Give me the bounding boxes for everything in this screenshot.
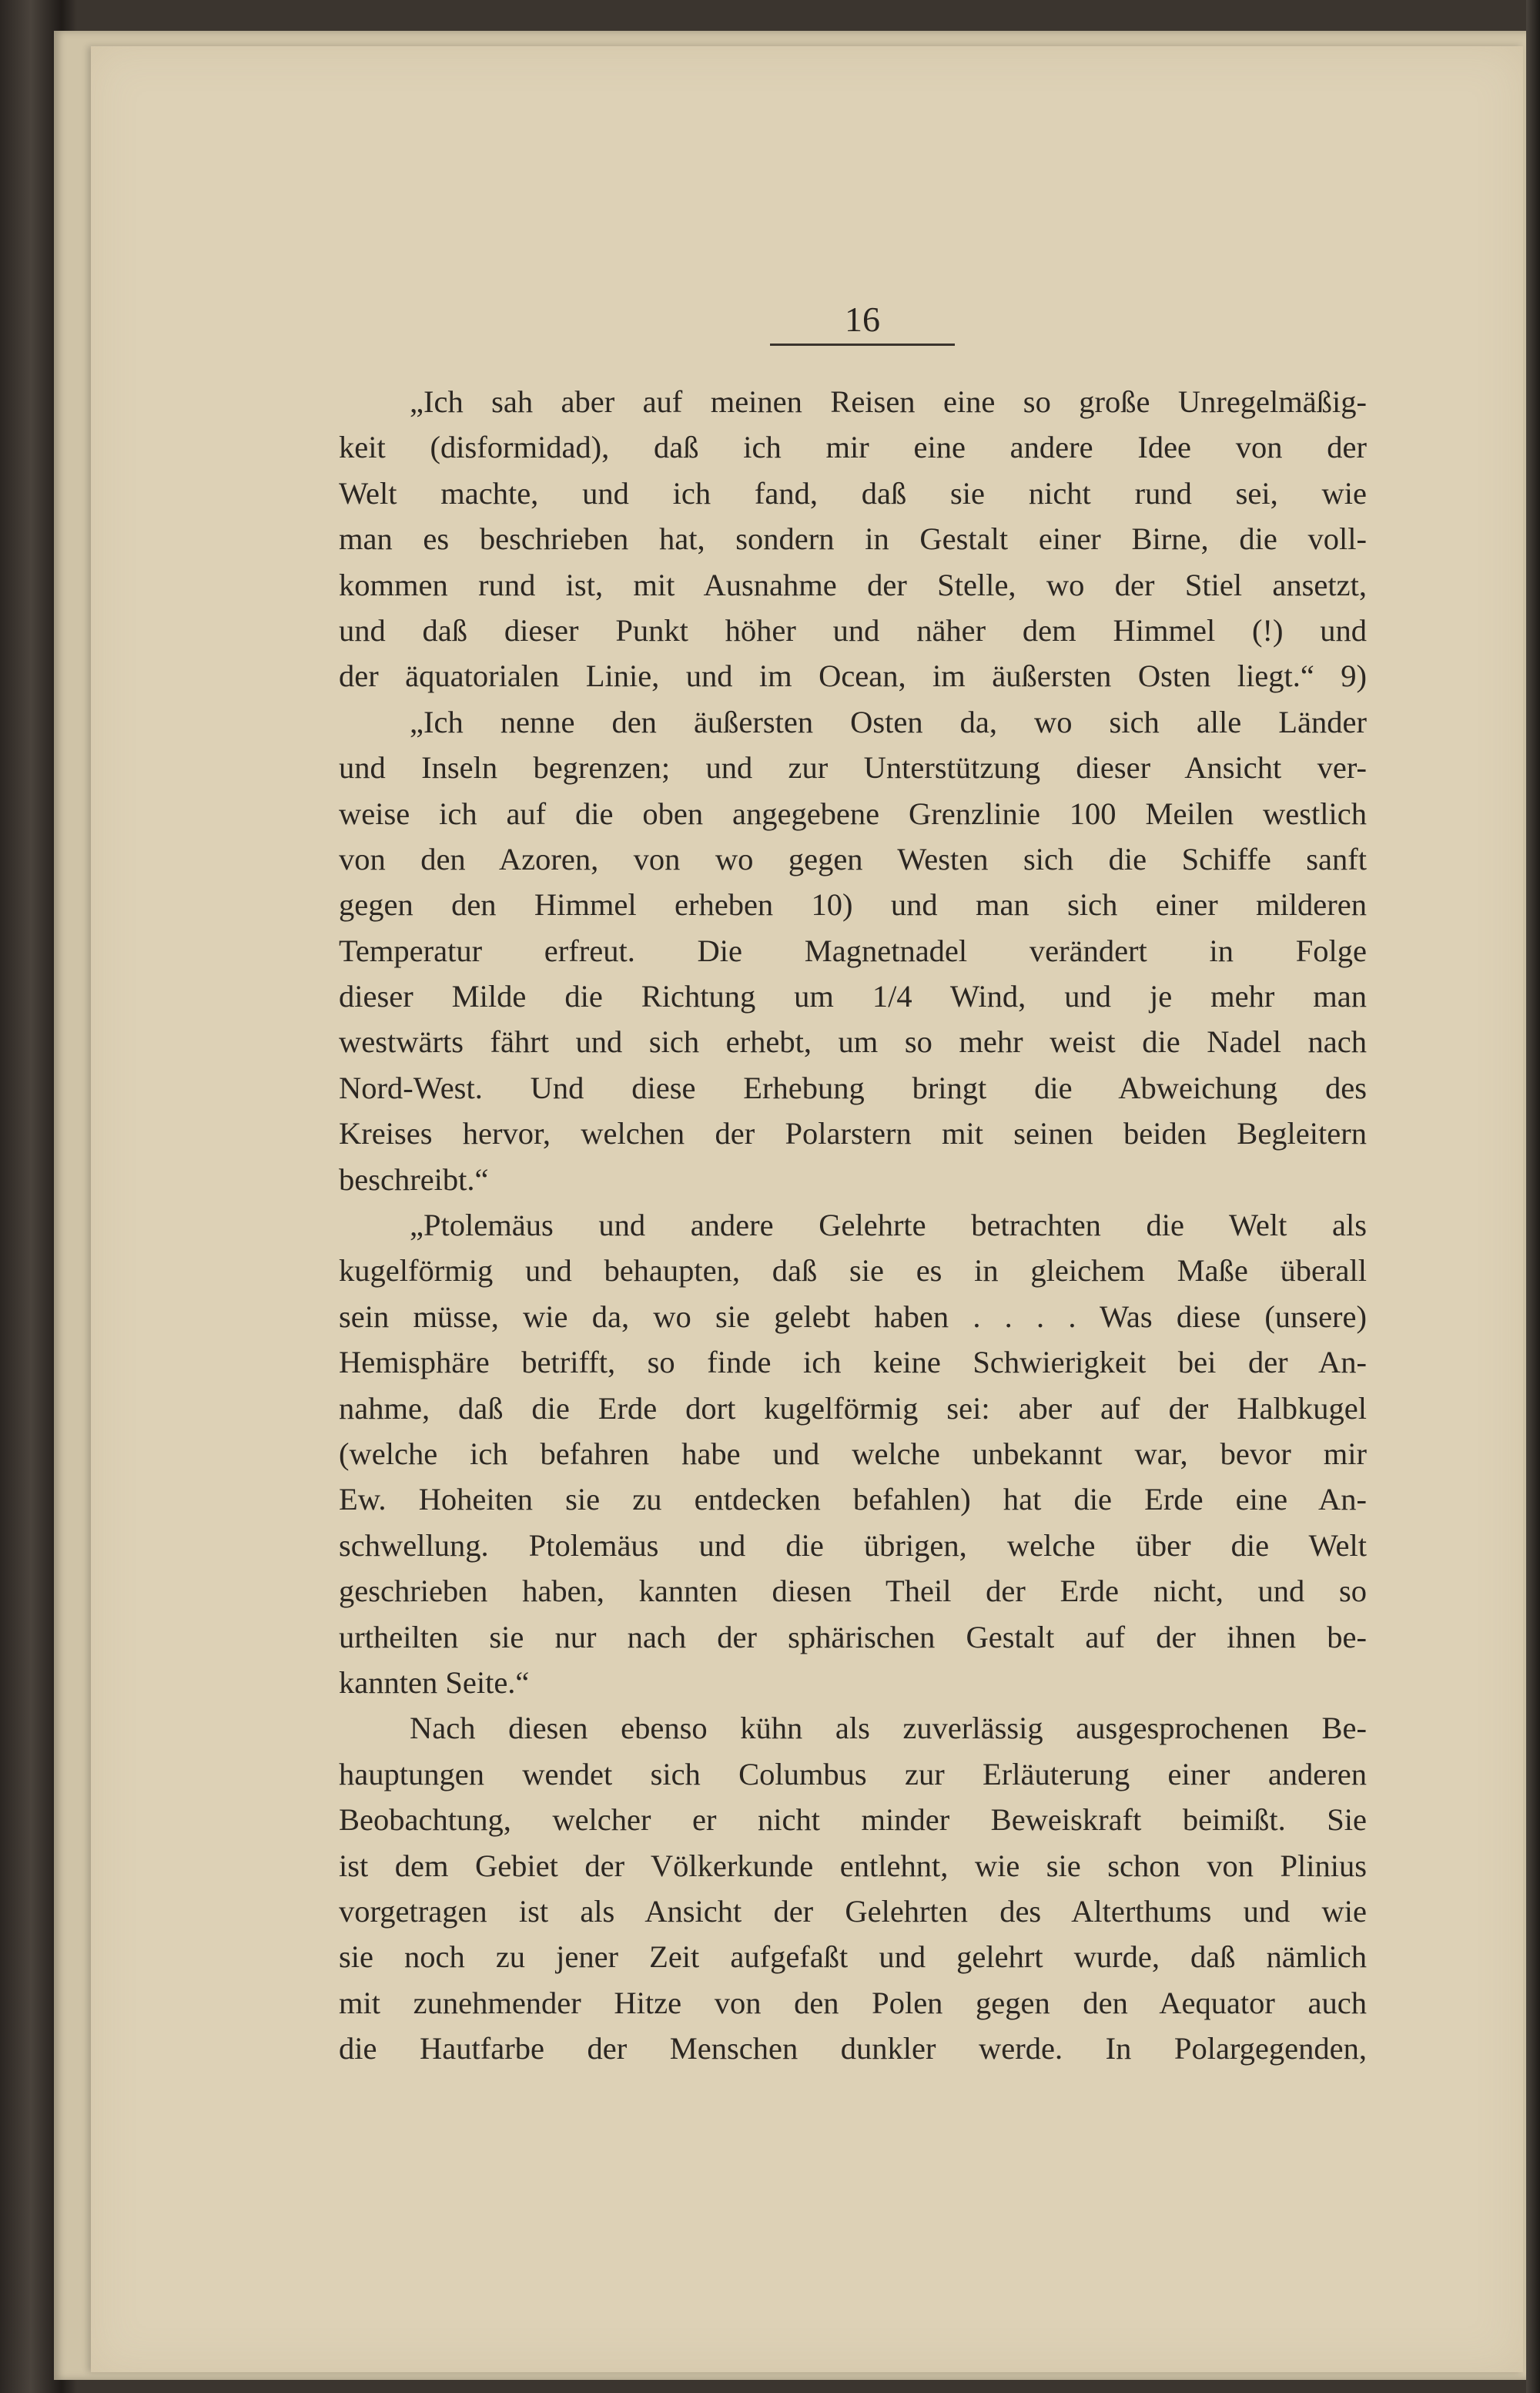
text-line: (welche ich befahren habe und welche unbekannt war, bevor mir — [339, 1436, 1367, 1471]
text-line: und Inseln begrenzen; und zur Unterstützung dieser Ansicht ver- — [339, 750, 1367, 786]
text-line: hauptungen wendet sich Columbus zur Erläuterung einer anderen — [339, 1756, 1367, 1791]
text-line: kugelförmig und behaupten, daß sie es in gleichem Maße überall — [339, 1253, 1367, 1289]
text-line: Nord-West. Und diese Erhebung bringt die Abweichung des — [339, 1070, 1367, 1105]
text-line: schwellung. Ptolemäus und die übrigen, welche über die Welt — [339, 1527, 1367, 1563]
text-line: von den Azoren, von wo gegen Westen sich die Schiffe sanft — [339, 841, 1367, 876]
body-text — [339, 379, 1367, 2071]
text-line: gegen den Himmel erheben 10) und man sich einer milderen — [339, 887, 1367, 923]
text-line: Welt machte, und ich fand, daß sie nicht rund sei, wie — [339, 475, 1367, 511]
page-number-rule — [770, 344, 955, 346]
text-line: Kreises hervor, welchen der Polarstern mit seinen beiden Begleitern — [339, 1116, 1367, 1151]
text-line: Beobachtung, welcher er nicht minder Beweiskraft beimißt. Sie — [339, 1802, 1367, 1838]
text-line: nahme, daß die Erde dort kugelförmig sei: aber auf der Halbkugel — [339, 1390, 1367, 1426]
text-line: „Ich nenne den äußersten Osten da, wo sich alle Länder — [410, 704, 1367, 739]
text-line: urtheilten sie nur nach der sphärischen Gestalt auf der ihnen be- — [339, 1619, 1367, 1654]
book-right-edge — [1526, 0, 1540, 2393]
text-line: westwärts fährt und sich erhebt, um so mehr weist die Nadel nach — [339, 1024, 1367, 1060]
text-line: man es beschrieben hat, sondern in Gestalt einer Birne, die voll- — [339, 521, 1367, 557]
text-line: mit zunehmender Hitze von den Polen gegen den Aequator auch — [339, 1985, 1367, 2020]
page-number: 16 — [845, 300, 880, 339]
text-line: Hemisphäre betrifft, so finde ich keine Schwierigkeit bei der An- — [339, 1345, 1367, 1380]
text-line: „Ich sah aber auf meinen Reisen eine so große Unregelmäßig- — [410, 384, 1367, 419]
text-line: weise ich auf die oben angegebene Grenzlinie 100 Meilen westlich — [339, 796, 1367, 831]
text-line: „Ptolemäus und andere Gelehrte betrachten die Welt als — [410, 1208, 1367, 1243]
text-line: Ew. Hoheiten sie zu entdecken befahlen) hat die Erde eine An- — [339, 1482, 1367, 1517]
text-line: sie noch zu jener Zeit aufgefaßt und gelehrt wurde, daß nämlich — [339, 1939, 1367, 1975]
text-line: kommen rund ist, mit Ausnahme der Stelle, wo der Stiel ansetzt, — [339, 567, 1367, 602]
text-line: Nach diesen ebenso kühn als zuverlässig ausgesprochenen Be- — [410, 1711, 1367, 1746]
text-line: und daß dieser Punkt höher und näher dem Himmel (!) und — [339, 612, 1367, 648]
text-line: sein müsse, wie da, wo sie gelebt haben . . . . Was diese (unsere) — [339, 1299, 1367, 1334]
text-line: beschreibt.“ — [339, 1161, 489, 1197]
text-line: keit (disformidad), daß ich mir eine andere Idee von der — [339, 430, 1367, 465]
text-line: vorgetragen ist als Ansicht der Gelehrten des Alterthums und wie — [339, 1893, 1367, 1929]
text-line: Temperatur erfreut. Die Magnetnadel verändert in Folge — [339, 933, 1367, 968]
text-line: kannten Seite.“ — [339, 1664, 530, 1700]
text-line: der äquatorialen Linie, und im Ocean, im äußersten Osten liegt.“ 9) — [339, 659, 1367, 694]
text-line: die Hautfarbe der Menschen dunkler werde. In Polargegenden, — [339, 2031, 1367, 2066]
text-line: dieser Milde die Richtung um 1/4 Wind, und je mehr man — [339, 979, 1367, 1014]
text-line: geschrieben haben, kannten diesen Theil der Erde nicht, und so — [339, 1574, 1367, 1609]
text-line: ist dem Gebiet der Völkerkunde entlehnt, wie sie schon von Plinius — [339, 1848, 1367, 1883]
